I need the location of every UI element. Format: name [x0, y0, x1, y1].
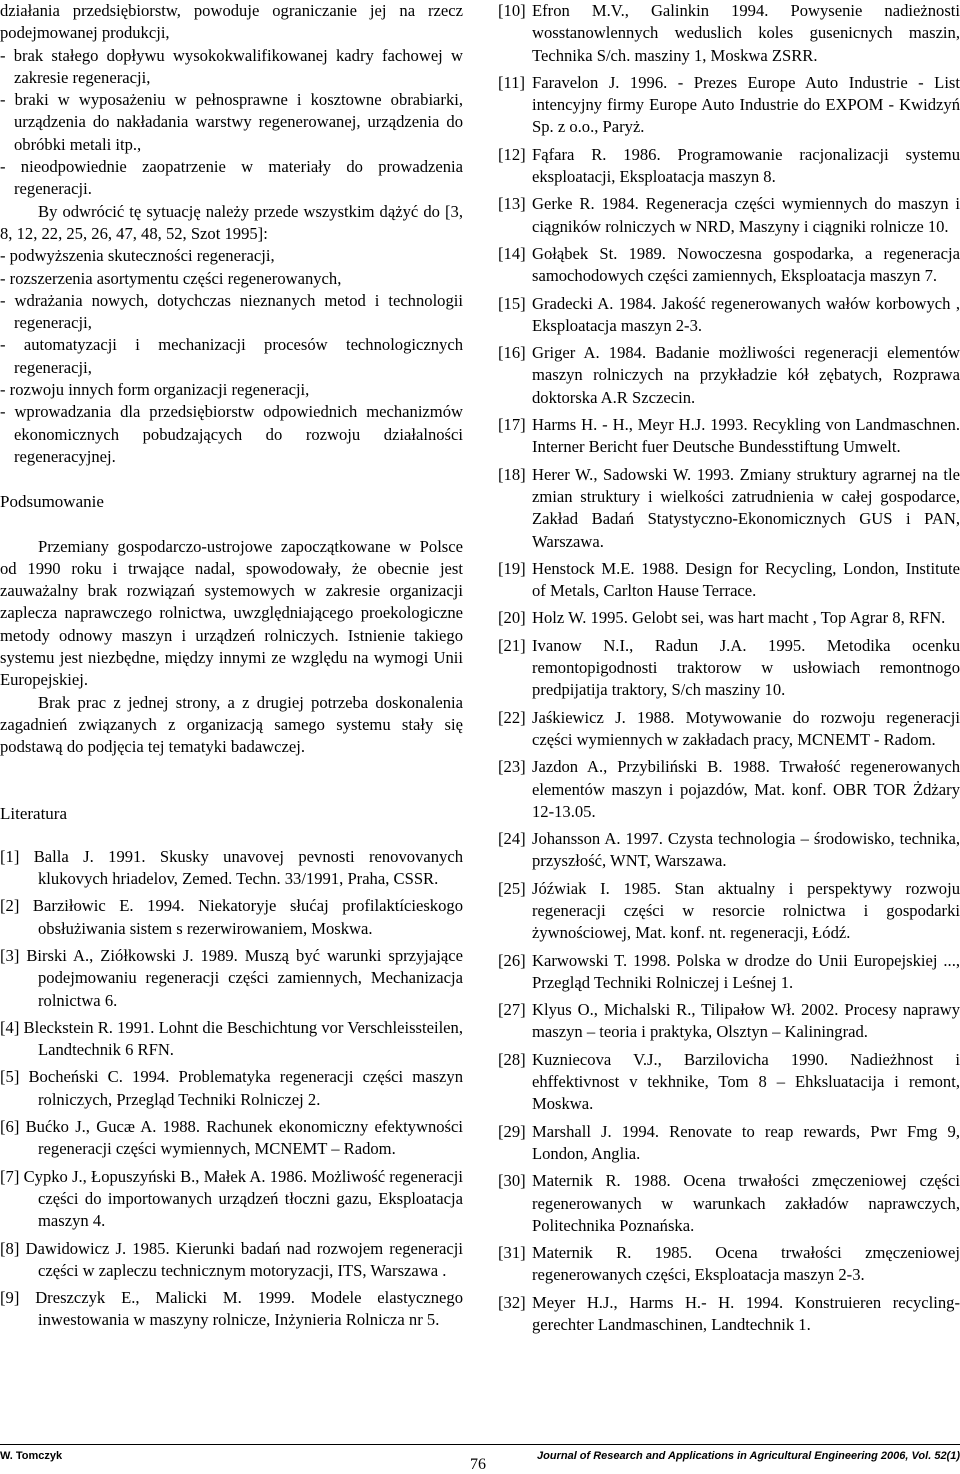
footer-author: W. Tomczyk: [0, 1450, 63, 1462]
reference-text: Holz W. 1995. Gelobt sei, was hart macht , Top Agrar 8, RFN.: [532, 608, 946, 628]
reference-item: [498, 828, 960, 873]
reference-item: [498, 1121, 960, 1166]
reference-number: [21]: [498, 635, 526, 655]
reference-item: [498, 950, 960, 995]
reference-text: Henstock M.E. 1988. Design for Recycling, London, Institute of Metals, Carlton Hause Terrace.: [532, 558, 960, 601]
reference-item: [6] Bućko J., Gucæ A. 1988. Rachunek ekonomiczny efektywności regeneracji części wymiennych, MCNEMT – Radom.: [0, 1117, 463, 1159]
reference-text: Jóźwiak I. 1985. Stan aktualny i perspektywy rozwoju regeneracji części w resorcie rolnictwa i gospodarki żywnościowej, Mat. konf. nt. regeneracji, Łódź.: [532, 878, 960, 943]
reference-text: Kuzniecova V.J., Barzilovicha 1990. Nadieżhnost i ehffektivnost v tekhnike, Tom 8 – Ehksluatacija i remont, Moskwa.: [532, 1049, 960, 1114]
reference-number: [27]: [498, 1000, 526, 1020]
list-item: - braki w wyposażeniu w pełnosprawne i kosztowne obrabiarki, urządzenia do nakładania warstwy regenerowanej, urządzenia do obróbki metali itp.,: [0, 90, 463, 154]
summary-paragraph-2: Brak prac z jednej strony, a z drugiej potrzeba doskonalenia zagadnień związanych z organizacją samego systemu stały się podstawą do podjęcia tej tematyki badawczej.: [0, 692, 463, 757]
right-column: [498, 0, 960, 1341]
reference-item: [498, 878, 960, 945]
reference-item: [498, 756, 960, 823]
reference-text: Faravelon J. 1996. - Prezes Europe Auto Industrie - List intencyjny firmy Europe Auto Industrie do EXPOM - Kwidzyń Sp. z o.o., Paryż.: [532, 72, 960, 137]
reference-item: [498, 707, 960, 752]
list-item: - rozwoju innych form organizacji regeneracji,: [0, 380, 310, 400]
reference-number: [19]: [498, 558, 526, 578]
reference-number: [18]: [498, 464, 526, 484]
reference-item: [7] Cypko J., Łopuszyński B., Małek A. 1986. Możliwość regeneracji części do importowanych urządzeń tłoczni gazu, Eksploatacja maszyn 4.: [0, 1166, 463, 1231]
reference-text: Meyer H.J., Harms H.- H. 1994. Konstruieren recyclinggerechter Landmaschinen, Landtechnik 1.: [532, 1292, 960, 1335]
reference-number: [15]: [498, 293, 526, 313]
reference-text: Karwowski T. 1998. Polska w drodze do Unii Europejskiej ..., Przegląd Techniki Rolniczej i Leśnej 1.: [532, 950, 960, 992]
reference-text: Jazdon A., Przybiliński B. 1988. Trwałość regenerowanych elementów maszyn i pojazdów, Mat. konf. OBR TOR Żdżary 12-13.05.: [532, 757, 960, 821]
list-item: - nieodpowiednie zaopatrzenie w materiały do prowadzenia regeneracji.: [0, 157, 463, 199]
list-item: - rozszerzenia asortymentu części regenerowanych,: [0, 268, 342, 288]
reference-item: [5] Bocheński C. 1994. Problematyka regeneracji części maszyn rolniczych, Przegląd Techniki Rolniczej 2.: [0, 1067, 463, 1109]
reference-number: [17]: [498, 415, 526, 435]
reference-item: [498, 464, 960, 553]
reference-number: [11]: [498, 72, 526, 92]
left-column: [0, 0, 463, 1337]
reference-text: Ivanow N.I., Radun J.A. 1995. Metodika ocenku remontopigodnosti traktorow w usłowiach remontnogo predpijatija traktory, S/ch masziny 10.: [532, 635, 960, 700]
reference-text: Gradecki A. 1984. Jakość regenerowanych wałów korbowych , Eksploatacja maszyn 2-3.: [532, 293, 960, 335]
section-title-literature: Literatura: [0, 803, 68, 823]
reference-number: [20]: [498, 608, 526, 628]
reference-text: Maternik R. 1985. Ocena trwałości zmęczeniowej regenerowanych części, Eksploatacja maszyn 2-3.: [532, 1243, 960, 1285]
reference-text: Griger A. 1984. Badanie możliwości regeneracji elementów maszyn rolniczych na przykładzie kół zębatych, Rozprawa doktorska A.R Szczecin.: [532, 343, 960, 407]
reference-item: [498, 635, 960, 702]
reference-item: [498, 414, 960, 459]
body-paragraph: By odwrócić tę sytuację należy przede wszystkim dążyć do [3, 8, 12, 22, 25, 26, 47, 48, 52, Szot 1995]:: [0, 201, 463, 243]
reference-text: Johansson A. 1997. Czysta technologia – środowisko, technika, przyszłość, WNT, Warszawa.: [532, 829, 960, 871]
reference-item: [9] Dreszczyk E., Malicki M. 1999. Modele elastycznego inwestowania w maszyny rolnicze, Inżynieria Rolnicza nr 5.: [0, 1288, 463, 1330]
reference-text: Marshall J. 1994. Renovate to reap rewards, Pwr Fmg 9, London, Anglia.: [532, 1121, 960, 1163]
reference-number: [16]: [498, 343, 526, 363]
reference-item: [498, 293, 960, 338]
reference-number: [12]: [498, 144, 526, 164]
reference-item: [8] Dawidowicz J. 1985. Kierunki badań nad rozwojem regeneracji części w zapleczu technicznym motoryzacji, ITS, Warszawa .: [0, 1238, 463, 1280]
reference-item: [498, 1292, 960, 1337]
list-item: - wdrażania nowych, dotychczas nieznanych metod i technologii regeneracji,: [0, 290, 463, 333]
reference-text: Jaśkiewicz J. 1988. Motywowanie do rozwoju regeneracji części wymiennych w zakładach pracy, MCNEMT - Radom.: [532, 707, 960, 749]
reference-number: [30]: [498, 1171, 526, 1191]
reference-item: [498, 558, 960, 603]
reference-number: [29]: [498, 1121, 526, 1141]
reference-number: [28]: [498, 1049, 526, 1069]
reference-item: [2] Barziłowic E. 1994. Niekatoryje słućaj profilaktícieskogo obsłużiwania sistem s rezerwirowaniem, Moskwa.: [0, 896, 463, 938]
reference-item: [498, 342, 960, 409]
reference-text: Harms H. - H., Meyr H.J. 1993. Recykling von Landmaschnen. Interner Bericht fuer Deutsche Bundesstiftung Umwelt.: [532, 415, 960, 457]
footer-journal: Journal of Research and Applications in Agricultural Engineering 2006, Vol. 52(1): [537, 1450, 960, 1462]
reference-number: [10]: [498, 1, 526, 20]
reference-number: [25]: [498, 878, 526, 898]
list-item: - wprowadzania dla przedsiębiorstw odpowiednich mechanizmów ekonomicznych pobudzających do rozwoju działalności regeneracyjnej.: [0, 402, 463, 466]
intro-list: [0, 0, 463, 201]
section-title-summary: Podsumowanie: [0, 492, 104, 512]
reference-item: [498, 607, 960, 629]
reference-item: [498, 1170, 960, 1237]
reference-item: [498, 193, 960, 238]
reference-item: [1] Balla J. 1991. Skusky unavovej pevnosti renovovanych klukovych hriadelov, Zemed. Techn. 33/1991, Praha, CSSR.: [0, 846, 463, 889]
reference-item: [3] Birski A., Ziółkowski J. 1989. Muszą być warunki sprzyjające podejmowaniu regeneracji części zamiennych, Mechanizacja rolnictwa 6.: [0, 945, 463, 1010]
reference-list-left: [0, 846, 463, 1332]
reference-number: [22]: [498, 707, 526, 727]
reference-number: [26]: [498, 950, 526, 970]
reference-text: Klyus O., Michalski R., Tilipałow Wł. 2002. Procesy naprawy maszyn – teoria i praktyka, Olsztyn – Kaliningrad.: [532, 1000, 960, 1042]
reference-number: [13]: [498, 194, 526, 214]
reference-text: Gołąbek St. 1989. Nowoczesna gospodarka, a regeneracja samochodowych części zamiennych, Eksploatacja maszyn 7.: [532, 243, 960, 286]
reference-item: [498, 144, 960, 189]
page-footer: [0, 1444, 960, 1473]
list-item: - automatyzacji i mechanizacji procesów technologicznych regeneracji,: [0, 335, 463, 377]
reference-text: Maternik R. 1988. Ocena trwałości zmęczeniowej części regenerowanych w warunkach zakładów naprawczych, Politechnika Poznańska.: [532, 1171, 960, 1235]
reference-number: [31]: [498, 1243, 526, 1263]
reference-text: Herer W., Sadowski W. 1993. Zmiany struktury agrarnej na tle zmian struktury i wielkości zatrudnienia w całej gospodarce, Zakład Badań Statystyczno-Ekonomicznych GUS i PAN, Warszawa.: [532, 464, 960, 551]
reference-item: [498, 0, 960, 67]
page-number: 76: [470, 1456, 486, 1473]
reference-item: [498, 1049, 960, 1116]
reference-item: [4] Bleckstein R. 1991. Lohnt die Beschichtung vor Verschleissteilen, Landtechnik 6 RFN.: [0, 1017, 463, 1060]
reference-item: [498, 243, 960, 288]
reference-text: Gerke R. 1984. Regeneracja części wymiennych do maszyn i ciągników rolniczych w NRD, Maszyny i ciągniki rolnicze 10.: [532, 194, 960, 236]
reference-number: [14]: [498, 243, 526, 263]
footer-rule: [0, 1444, 960, 1445]
summary-paragraph-1: Przemiany gospodarczo-ustrojowe zapoczątkowane w Polsce od 1990 roku i trwające nadal, spowodowały, że obecnie jest zauważalny brak rozwiązań systemowych w zakresie organizacji zaplecza naprawczego rolnictwa, uwzględniającego proekologiczne metody odnowy maszyn i urządzeń rolniczych. Istnienie takiego systemu jest niezbędne, między innymi ze względu na wymogi Unii Europejskiej.: [0, 536, 463, 690]
reference-item: [498, 72, 960, 139]
reference-item: [498, 1242, 960, 1287]
reference-number: [24]: [498, 829, 526, 849]
reference-list-right: [498, 0, 960, 1336]
action-list: [0, 245, 463, 468]
list-item: działania przedsiębiorstw, powoduje ograniczanie jej na rzecz podejmowanej produkcji,: [0, 1, 463, 43]
reference-text: Efron M.V., Galinkin 1994. Powysenie nadieżnosti wosstanowlennych weduslich koles gusenicnych maszin, Technika S/ch. masziny 1, Moskwa ZSRR.: [532, 1, 960, 65]
reference-text: Fąfara R. 1986. Programowanie racjonalizacji systemu eksploatacji, Eksploatacja maszyn 8.: [532, 144, 960, 187]
list-item: - podwyższenia skuteczności regeneracji,: [0, 246, 275, 266]
reference-item: [498, 999, 960, 1044]
reference-number: [23]: [498, 757, 526, 777]
reference-number: [32]: [498, 1292, 526, 1312]
list-item: - brak stałego dopływu wysokokwalifikowanej kadry fachowej w zakresie regeneracji,: [0, 45, 463, 87]
